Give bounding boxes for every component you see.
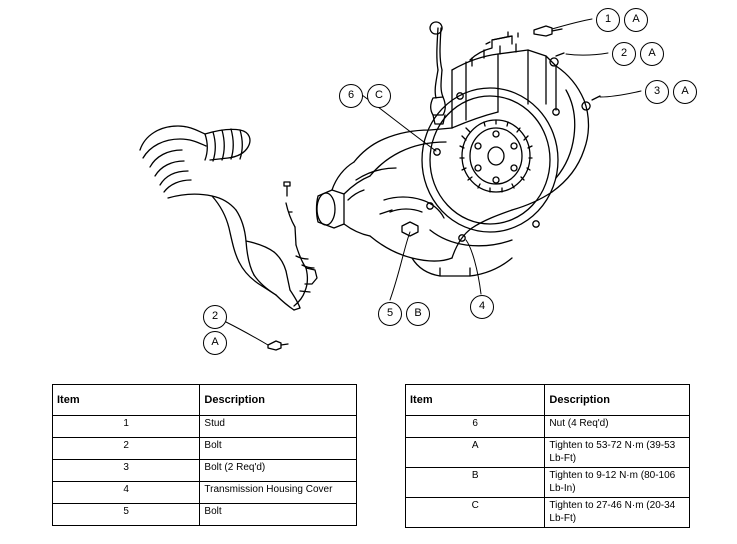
- parts-tables: [0, 370, 737, 544]
- cell-description: Nut (4 Req'd): [545, 416, 690, 438]
- table-row: [53, 438, 357, 460]
- callout-1-a: A: [624, 8, 648, 32]
- callout-2-left: 2: [203, 305, 227, 329]
- cell-item: 2: [53, 438, 200, 460]
- callout-2-left-a: A: [203, 331, 227, 355]
- cell-item: 1: [53, 416, 200, 438]
- cell-item: 6: [406, 416, 545, 438]
- callout-5-b: B: [406, 302, 430, 326]
- table-row: [53, 482, 357, 504]
- table-row: [406, 416, 690, 438]
- cell-item: 3: [53, 460, 200, 482]
- callout-3-a: A: [673, 80, 697, 104]
- cell-description: Tighten to 27-46 N·m (20-34 Lb-Ft): [545, 498, 690, 528]
- table-row: [406, 468, 690, 498]
- table-row: [406, 498, 690, 528]
- cell-description: Transmission Housing Cover: [200, 482, 357, 504]
- parts-table-right: [405, 384, 690, 528]
- column-header-item: Item: [53, 385, 200, 416]
- cell-description: Bolt (2 Req'd): [200, 460, 357, 482]
- cell-description: Bolt: [200, 504, 357, 526]
- parts-table-left: [52, 384, 357, 526]
- table-row: [53, 416, 357, 438]
- cell-description: Bolt: [200, 438, 357, 460]
- callout-6: 6: [339, 84, 363, 108]
- cell-description: Stud: [200, 416, 357, 438]
- callout-4: 4: [470, 295, 494, 319]
- column-header-description: Description: [200, 385, 357, 416]
- cell-description: Tighten to 9-12 N·m (80-106 Lb-In): [545, 468, 690, 498]
- cell-description: Tighten to 53-72 N·m (39-53 Lb-Ft): [545, 438, 690, 468]
- cell-item: C: [406, 498, 545, 528]
- column-header-description: Description: [545, 385, 690, 416]
- table-header-row: [53, 385, 357, 416]
- table-row: [53, 504, 357, 526]
- table-row: [53, 460, 357, 482]
- table-header-row: [406, 385, 690, 416]
- table-row: [406, 438, 690, 468]
- callout-3: 3: [645, 80, 669, 104]
- cell-item: 4: [53, 482, 200, 504]
- cell-item: B: [406, 468, 545, 498]
- callout-2-top: 2: [612, 42, 636, 66]
- cell-item: A: [406, 438, 545, 468]
- callout-1: 1: [596, 8, 620, 32]
- cell-item: 5: [53, 504, 200, 526]
- callout-5: 5: [378, 302, 402, 326]
- callout-6-c: C: [367, 84, 391, 108]
- callout-2-top-a: A: [640, 42, 664, 66]
- column-header-item: Item: [406, 385, 545, 416]
